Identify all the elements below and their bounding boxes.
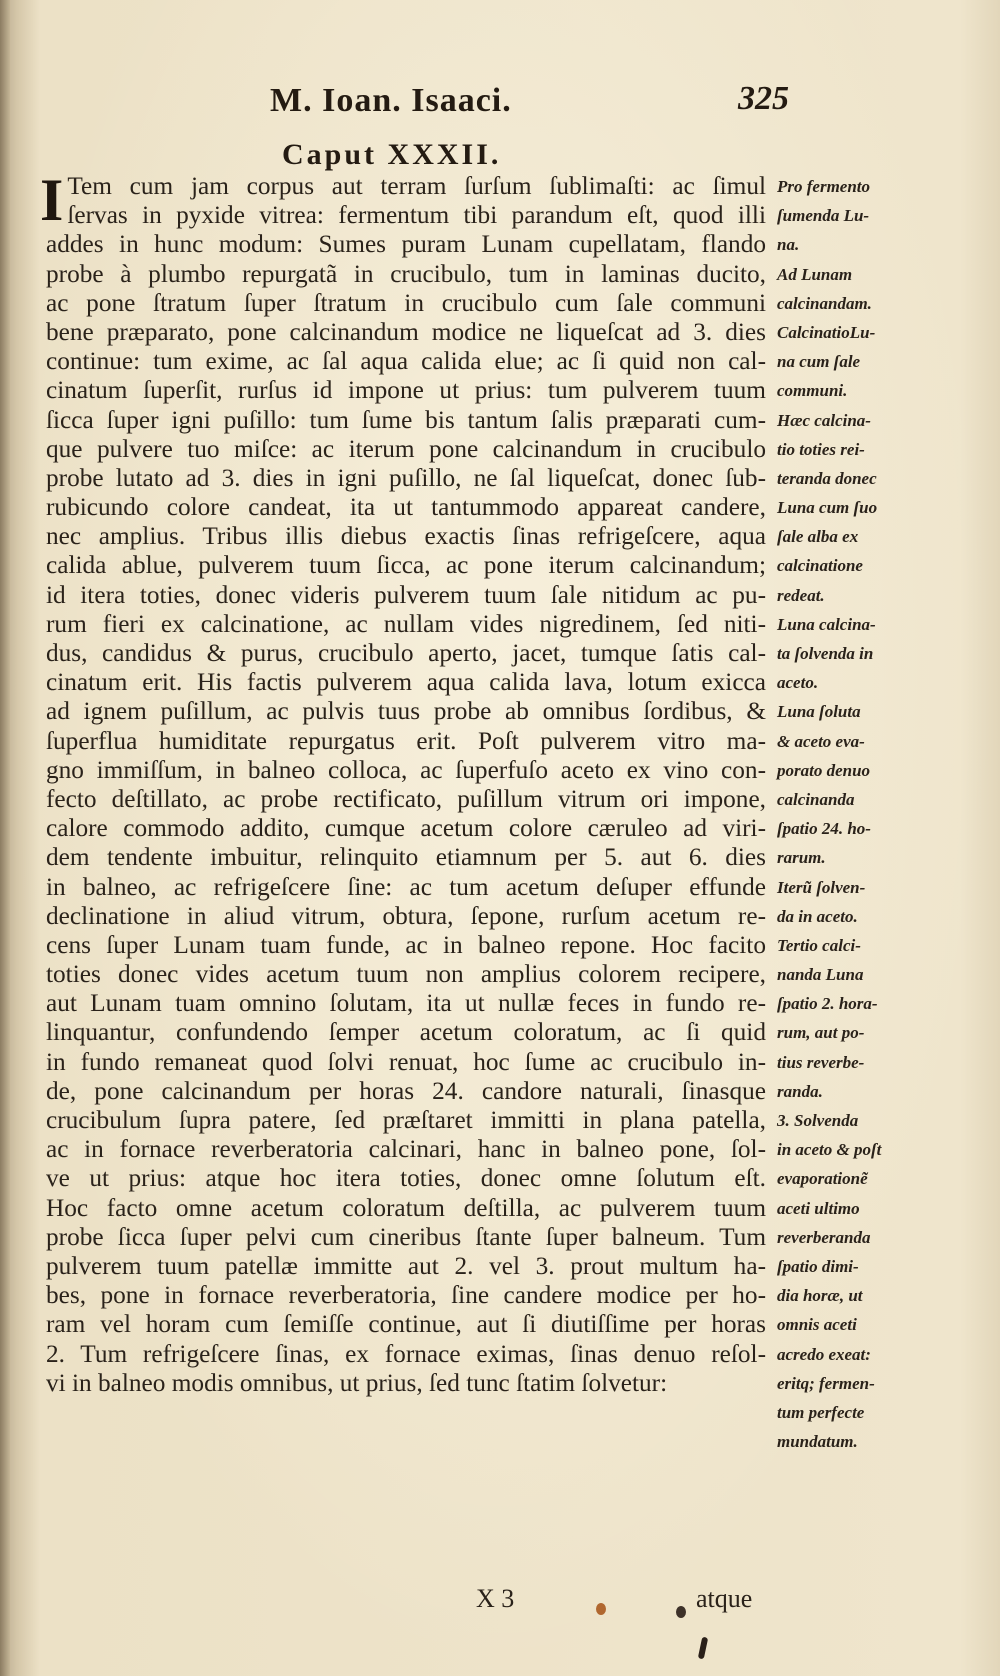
text-line: id itera toties, donec videris pulverem tuum ſale nitidum ac pu- [46, 580, 766, 609]
marginal-note-line: porato denuo [777, 760, 871, 780]
text-line: crucibulum ſupra patere, ſed præſtaret immitti in plana patella, [46, 1106, 766, 1134]
text-line: linquantur, confundendo ſemper acetum coloratum, ac ſi quid [46, 1018, 766, 1047]
text-line: ram vel horam cum ſemiſſe continue, aut ſi diutiſſime per horas [46, 1310, 766, 1339]
marginal-note-line: teranda donec [777, 468, 877, 488]
marginal-note-line: rarum. [777, 848, 826, 868]
text-line: ac in fornace reverberatoria calcinari, hanc in balneo pone, ſol- [46, 1135, 766, 1164]
marginal-note-line: ſumenda Lu- [777, 206, 870, 226]
main-text-block [40, 167, 766, 1398]
text-line: in fundo remaneat quod ſolvi renuat, hoc ſume ac crucibulo in- [46, 1047, 766, 1076]
marginal-note-line: 3. Solvenda [777, 1111, 859, 1130]
text-line: probe ſicca ſuper pelvi cum cineribus ſtante ſuper balneum. Tum [46, 1222, 766, 1251]
page-number: 325 [738, 80, 789, 117]
marginal-note-line: ſpatio 2. hora- [777, 994, 878, 1014]
text-line: rum fieri ex calcinatione, ac nullam vides nigredinem, ſed niti- [46, 609, 766, 638]
text-line: gno immiſſum, in balneo colloca, ac ſuperfuſo aceto ex vino con- [46, 755, 766, 784]
marginal-note-line: mundatum. [777, 1432, 858, 1452]
marginal-note-line: aceto. [777, 673, 819, 693]
page-gutter-shadow [0, 0, 10, 1676]
text-line: 2. Tum refrigeſcere ſinas, ex fornace eximas, ſinas denuo reſol- [46, 1339, 766, 1368]
text-line: de, pone calcinandum per horas 24. candore naturali, ſinasque [46, 1076, 766, 1105]
marginal-note-line: na cum ſale [777, 352, 861, 372]
text-line: que pulvere tuo miſce: ac iterum pone calcinandum in crucibulo [46, 434, 766, 463]
marginal-note-line: ſale alba ex [777, 527, 859, 547]
text-line: calore commodo addito, cumque acetum colore cæruleo ad viri- [46, 814, 766, 843]
marginal-note-line: CalcinatioLu- [777, 322, 876, 342]
text-line: addes in hunc modum: Sumes puram Lunam cupellatam, flando [46, 230, 766, 259]
marginal-note-line: Pro fermento [777, 177, 871, 196]
text-line: ſervas in pyxide vitrea: fermentum tibi parandum eſt, quod illi [67, 201, 766, 230]
ink-spot [676, 1606, 686, 1618]
text-line: calida ablue, pulverem tuum ſicca, ac pone iterum calcinandum; [46, 551, 766, 580]
text-line: ſuperflua humiditate repurgatus erit. Poſt pulverem vitro ma- [46, 726, 766, 755]
marginal-note-line: calcinatione [777, 556, 863, 576]
text-line: cinatum erit. His factis pulverem aqua calida lava, lotum exicca [46, 668, 766, 697]
text-line: probe lutato ad 3. dies in igni puſillo, ne ſal liqueſcat, donec ſub- [46, 463, 766, 492]
text-line: probe à plumbo repurgatã in crucibulo, tum in laminas ducito, [46, 259, 766, 288]
ink-spot [596, 1603, 606, 1615]
marginal-note-line: eritq; fermen- [777, 1373, 875, 1393]
text-line: Tem cum jam corpus aut terram ſurſum ſublimaſti: ac ſimul [67, 172, 766, 200]
marginal-note-line: dia horæ, ut [777, 1286, 863, 1306]
text-line: cinatum ſuperſit, rurſus id impone ut prius: tum pulverem tuum [46, 376, 766, 405]
marginal-note-line: in aceto & poſt [777, 1140, 882, 1160]
text-line: nec amplius. Tribus illis diebus exactis ſinas refrigeſcere, aqua [46, 522, 766, 551]
marginal-note-line: Luna cum ſuo [777, 498, 878, 518]
text-line: pulverem tuum patellæ immitte aut 2. vel 3. prout multum ha- [46, 1251, 766, 1280]
text-line: dus, candidus & purus, crucibulo aperto, jacet, tumque ſatis cal- [46, 639, 766, 667]
marginal-note-line: acredo exeat: [777, 1344, 871, 1364]
marginal-note-line: ſpatio dimi- [777, 1256, 859, 1276]
drop-capital: I [40, 167, 64, 233]
text-line: Hoc facto omne acetum coloratum deſtilla, ac pulverem tuum [46, 1193, 766, 1222]
marginal-note-line: Tertio calci- [777, 935, 861, 955]
text-line: cens ſuper Lunam tuam funde, ac in balneo repone. Hoc facito [46, 930, 766, 959]
marginal-note-line: & aceto eva- [777, 731, 865, 751]
marginal-note-line: tum perfecte [777, 1402, 865, 1422]
marginal-note-line: Luna ſoluta [777, 702, 861, 722]
text-line: fecto deſtillato, ac probe rectificato, puſillum vitrum ori impone, [46, 784, 766, 813]
signature-mark: X 3 [476, 1584, 515, 1613]
ink-spot [698, 1637, 708, 1660]
marginal-note-line: redeat. [777, 585, 825, 605]
marginal-note-line: rum, aut po- [777, 1023, 865, 1043]
text-line: aut Lunam tuam omnino ſolutam, ita ut nullæ feces in fundo re- [46, 989, 766, 1018]
text-line: rubicundo colore candeat, ita ut tantummodo appareat candere, [46, 493, 766, 522]
text-line: bes, pone in fornace reverberatoria, ſine candere modice per ho- [46, 1281, 766, 1310]
text-line: ve ut prius: atque hoc itera toties, donec omne ſolutum eſt. [46, 1164, 766, 1193]
marginal-note-line: tio toties rei- [777, 439, 865, 459]
marginal-note-line: Luna calcina- [777, 614, 876, 634]
text-line: in balneo, ac refrigeſcere ſine: ac tum acetum deſuper effunde [46, 872, 766, 901]
text-line: ac pone ſtratum ſuper ſtratum in crucibulo cum ſale communi [46, 288, 766, 317]
text-line: vi in balneo modis omnibus, ut prius, ſed tunc ſtatim ſolvetur: [46, 1368, 668, 1397]
marginal-note-line: da in aceto. [777, 906, 858, 926]
marginal-note-line: na. [777, 235, 800, 255]
running-head: M. Ioan. Isaaci. [270, 82, 512, 119]
marginal-note-line: omnis aceti [777, 1315, 857, 1335]
chapter-heading: Caput XXXII. [282, 138, 502, 171]
marginal-note-line: Iterũ ſolven- [777, 877, 866, 897]
marginal-note-line: calcinandam. [777, 293, 872, 313]
text-line: dem tendente imbuitur, relinquito etiamnum per 5. aut 6. dies [46, 843, 766, 872]
marginal-note-line: aceti ultimo [777, 1198, 860, 1218]
marginal-note-line: ta ſolvenda in [777, 644, 874, 663]
marginal-notes [777, 172, 992, 1456]
marginal-note-line: communi. [777, 381, 848, 401]
marginal-note-line: calcinanda [777, 789, 855, 809]
marginal-note-line: ſpatio 24. ho- [777, 819, 871, 839]
marginal-note-line: reverberanda [777, 1227, 871, 1247]
text-line: bene præparato, pone calcinandum modice ne liqueſcat ad 3. dies [46, 317, 766, 346]
text-line: ſicca ſuper igni puſillo: tum ſume bis tantum ſalis præparati cum- [46, 405, 766, 434]
text-line: ad ignem puſillum, ac pulvis tuus probe ab omnibus ſordibus, & [46, 697, 766, 726]
marginal-note-line: nanda Luna [777, 965, 864, 985]
marginal-note-line: randa. [777, 1081, 823, 1101]
marginal-note-line: tius reverbe- [777, 1052, 865, 1072]
marginal-note-line: Ad Lunam [777, 264, 853, 284]
text-line: declinatione in aliud vitrum, obtura, ſepone, rurſum acetum re- [46, 901, 766, 930]
marginal-note-line: evaporationẽ [777, 1169, 868, 1189]
text-line: toties donec vides acetum tuum non amplius colorem recipere, [46, 960, 766, 989]
marginal-note-line: Hæc calcina- [777, 410, 871, 430]
catchword: atque [696, 1584, 753, 1613]
text-line: continue: tum exime, ac ſal aqua calida elue; ac ſi quid non cal- [46, 347, 766, 376]
